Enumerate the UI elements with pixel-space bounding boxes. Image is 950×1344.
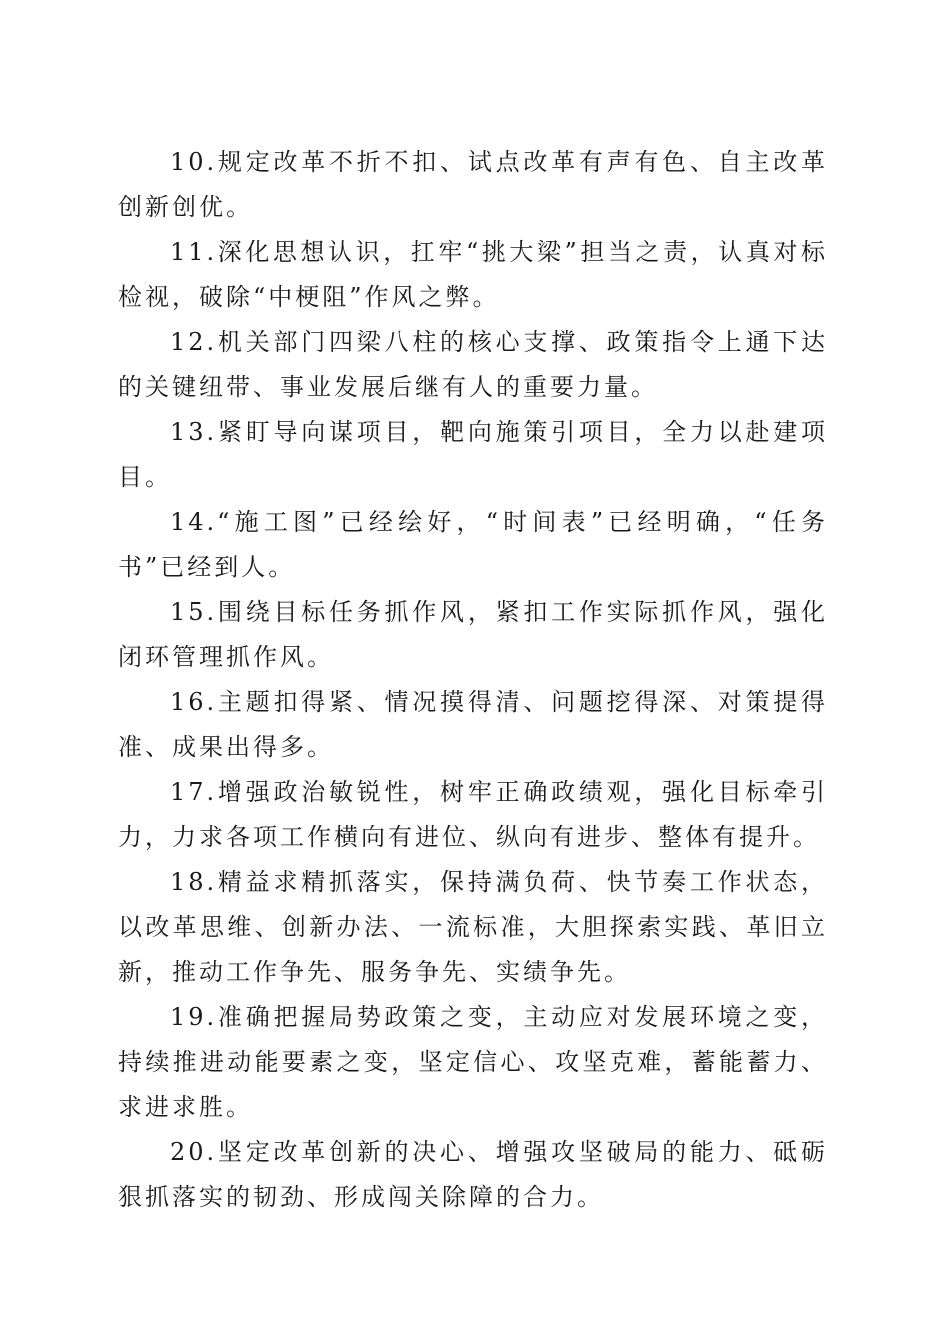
item-number: 19. <box>170 1003 218 1031</box>
list-item <box>118 590 828 680</box>
item-number: 20. <box>170 1138 218 1166</box>
item-number: 13. <box>170 418 218 446</box>
item-number: 15. <box>170 598 218 626</box>
item-text: 主题扣得紧、情况摸得清、问题挖得深、对策提得准、成果出得多。 <box>118 688 828 761</box>
list-item <box>118 1130 828 1220</box>
item-number: 11. <box>170 238 218 266</box>
item-number: 18. <box>170 868 218 896</box>
item-text: 围绕目标任务抓作风，紧扣工作实际抓作风，强化闭环管理抓作风。 <box>118 598 828 671</box>
item-text: 紧盯导向谋项目，靶向施策引项目，全力以赴建项目。 <box>118 418 828 491</box>
item-number: 16. <box>170 688 218 716</box>
list-item <box>118 230 828 320</box>
item-text: 精益求精抓落实，保持满负荷、快节奏工作状态，以改革思维、创新办法、一流标准，大胆探索实践、革旧立新，推动工作争先、服务争先、实绩争先。 <box>118 868 828 986</box>
item-text: 深化思想认识，扛牢“挑大梁”担当之责，认真对标检视，破除“中梗阻”作风之弊。 <box>118 238 828 311</box>
item-number: 10. <box>170 148 218 176</box>
item-number: 17. <box>170 778 218 806</box>
item-text: 坚定改革创新的决心、增强攻坚破局的能力、砥砺狠抓落实的韧劲、形成闯关除障的合力。 <box>118 1138 828 1211</box>
document-body <box>118 140 828 1220</box>
item-number: 12. <box>170 328 218 356</box>
list-item <box>118 680 828 770</box>
item-text: 准确把握局势政策之变，主动应对发展环境之变，持续推进动能要素之变，坚定信心、攻坚克难，蓄能蓄力、求进求胜。 <box>118 1003 828 1121</box>
list-item <box>118 500 828 590</box>
list-item <box>118 995 828 1130</box>
list-item <box>118 140 828 230</box>
item-text: 规定改革不折不扣、试点改革有声有色、自主改革创新创优。 <box>118 148 828 221</box>
list-item <box>118 860 828 995</box>
item-text: “施工图”已经绘好，“时间表”已经明确，“任务书”已经到人。 <box>118 508 828 581</box>
item-text: 机关部门四梁八柱的核心支撑、政策指令上通下达的关键纽带、事业发展后继有人的重要力量。 <box>118 328 828 401</box>
item-text: 增强政治敏锐性，树牢正确政绩观，强化目标牵引力，力求各项工作横向有进位、纵向有进步、整体有提升。 <box>118 778 828 851</box>
list-item <box>118 770 828 860</box>
item-number: 14. <box>170 508 218 536</box>
list-item <box>118 410 828 500</box>
list-item <box>118 320 828 410</box>
